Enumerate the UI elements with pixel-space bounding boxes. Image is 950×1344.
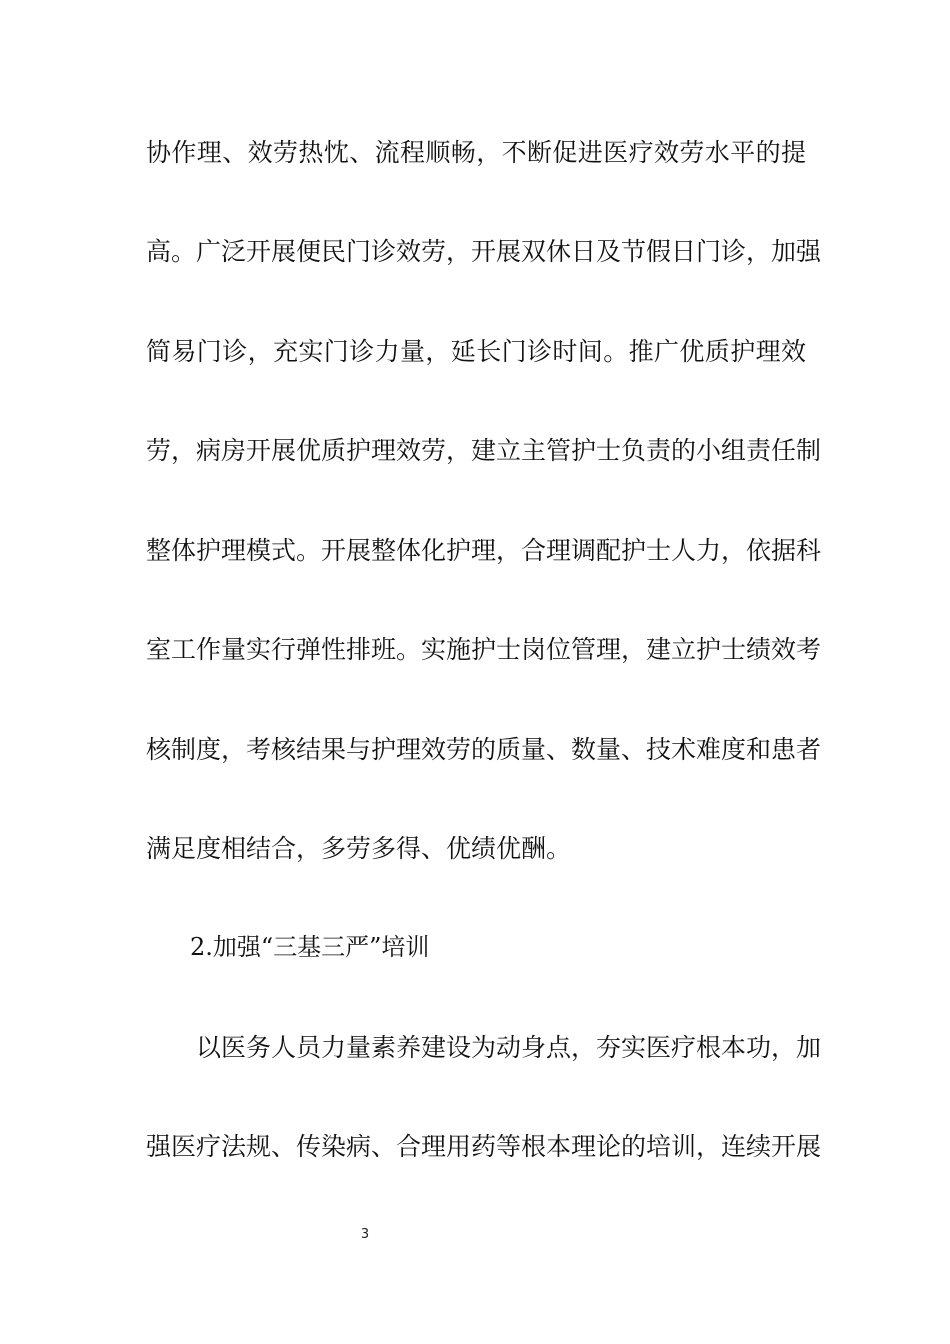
body-text-line: 室工作量实行弹性排班。实施护士岗位管理，建立护士绩效考 [146, 635, 822, 664]
body-text-line: 核制度，考核结果与护理效劳的质量、数量、技术难度和患者 [146, 735, 822, 764]
body-text-line: 高。广泛开展便民门诊效劳，开展双休日及节假日门诊，加强 [146, 237, 822, 266]
body-text-line: 协作理、效劳热忱、流程顺畅，不断促进医疗效劳水平的提 [146, 138, 806, 167]
body-text-line: 简易门诊，充实门诊力量，延长门诊时间。推广优质护理效 [146, 337, 806, 366]
body-text-line: 整体护理模式。开展整体化护理，合理调配护士人力，依据科 [146, 536, 822, 565]
body-text-line: 强医疗法规、传染病、合理用药等根本理论的培训，连续开展 [146, 1132, 822, 1161]
body-text-line: 满足度相结合，多劳多得、优绩优酬。 [146, 834, 572, 863]
body-text-line: 以医务人员力量素养建设为动身点，夯实医疗根本功，加 [196, 1033, 822, 1062]
page-number: 3 [360, 1227, 370, 1242]
body-text-line: 劳，病房开展优质护理效劳，建立主管护士负责的小组责任制 [146, 436, 822, 465]
section-heading: 2.加强“三基三严”培训 [190, 933, 430, 961]
